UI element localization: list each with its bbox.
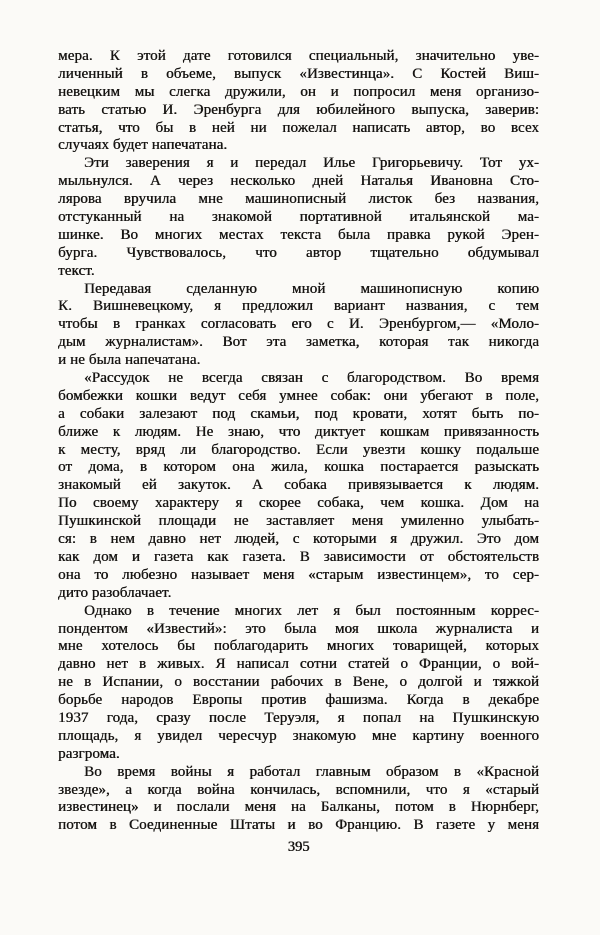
text-line: известинец» и послали меня на Балканы, потом в Нюрнберг, bbox=[58, 799, 539, 816]
page-text bbox=[58, 48, 539, 835]
text-line: к месту, вряд ли благородство. Если увезти кошку подальше bbox=[58, 441, 539, 458]
text-line: лярова вручила мне машинописный листок без названия, bbox=[58, 191, 539, 208]
text-line: Однако в течение многих лет я был постоянным коррес- bbox=[84, 602, 539, 619]
text-line: а собаки залезают под скамьи, под кровати, хотят быть по- bbox=[58, 405, 539, 422]
text-line: мера. К этой дате готовился специальный, значительно уве- bbox=[58, 48, 539, 64]
text-line: от дома, в котором она жила, кошка постарается разыскать bbox=[58, 459, 539, 476]
text-line: невецким мы слегка дружили, он и попросил меня организо- bbox=[58, 83, 539, 100]
text-line: Во время войны я работал главным образом в «Красной bbox=[84, 763, 539, 780]
paragraph bbox=[58, 764, 539, 836]
text-line: площадь, я увидел чересчур знакомую мне картину военного bbox=[58, 727, 539, 744]
text-line: бурга. Чувствовалось, что автор тщательно обдумывал bbox=[58, 244, 539, 261]
text-line: текст. bbox=[58, 262, 95, 279]
text-line: отстуканный на знакомой портативной итальянской ма- bbox=[58, 209, 539, 226]
text-line: она то любезно называет меня «старым известинцем», то сер- bbox=[58, 566, 539, 583]
text-line: борьбе народов Европы против фашизма. Когда в декабре bbox=[58, 692, 539, 709]
text-line: Передавая сделанную мной машинописную копию bbox=[84, 280, 539, 297]
text-line: 1937 года, сразу после Теруэля, я попал на Пушкинскую bbox=[58, 709, 539, 726]
paragraph bbox=[58, 370, 539, 603]
text-line: К. Вишневецкому, я предложил вариант названия, с тем bbox=[58, 298, 539, 315]
paragraph bbox=[58, 48, 539, 155]
page-number: 395 bbox=[287, 839, 310, 855]
text-line: мыльнулся. А через несколько дней Наталья Ивановна Сто- bbox=[58, 173, 539, 190]
text-line: пондентом «Известий»: это была моя школа журналиста и bbox=[58, 620, 539, 637]
text-line: случаях будет напечатана. bbox=[58, 137, 228, 154]
text-line: чтобы в гранках согласовать его с И. Эренбургом,— «Моло- bbox=[58, 316, 539, 333]
text-line: знакомый ей закуток. А собака привязывается к людям. bbox=[58, 477, 539, 494]
text-line: дым журналистам». Вот эта заметка, которая так никогда bbox=[58, 334, 539, 351]
text-line: Эти заверения я и передал Илье Григорьевичу. Тот ух- bbox=[84, 155, 539, 172]
text-line: Пушкинской площади не заставляет меня умиленно улыбать- bbox=[58, 513, 539, 530]
text-line: личенный в объеме, выпуск «Известинца». С Костей Виш- bbox=[58, 65, 539, 82]
text-line: разгрома. bbox=[58, 745, 120, 762]
text-line: не в Испании, о восстании рабочих в Вене, о долгой и тяжкой bbox=[58, 674, 539, 691]
text-line: «Рассудок не всегда связан с благородством. Во время bbox=[84, 370, 539, 387]
text-line: звезде», а когда война кончилась, вспомнили, что я «старый bbox=[58, 781, 539, 798]
text-line: и не была напечатана. bbox=[58, 352, 201, 369]
text-line: вать статью И. Эренбурга для юбилейного выпуска, заверив: bbox=[58, 101, 539, 118]
text-line: шинке. Во многих местах текста была правка рукой Эрен- bbox=[58, 226, 539, 243]
text-line: потом в Соединенные Штаты и во Францию. В газете у меня bbox=[58, 817, 539, 834]
text-line: как дом и газета как газета. В зависимости от обстоятельств bbox=[58, 548, 539, 565]
text-line: мне хотелось бы поблагодарить многих товарищей, которых bbox=[58, 638, 539, 655]
paragraph bbox=[58, 603, 539, 764]
text-line: давно нет в живых. Я написал сотни статей о Франции, о вой- bbox=[58, 656, 539, 673]
text-line: ся: в нем давно нет людей, с которыми я дружил. Это дом bbox=[58, 531, 539, 548]
text-line: статья, что бы в ней ни пожелал написать автор, во всех bbox=[58, 119, 539, 136]
paragraph bbox=[58, 155, 539, 280]
text-line: бомбежки кошки ведут себя умнее собак: они убегают в поле, bbox=[58, 387, 539, 404]
text-line: По своему характеру я скорее собака, чем кошка. Дом на bbox=[58, 495, 539, 512]
paragraph bbox=[58, 281, 539, 370]
text-line: ближе к людям. Не знаю, что диктует кошкам привязанность bbox=[58, 423, 539, 440]
text-line: дито разоблачает. bbox=[58, 584, 172, 601]
